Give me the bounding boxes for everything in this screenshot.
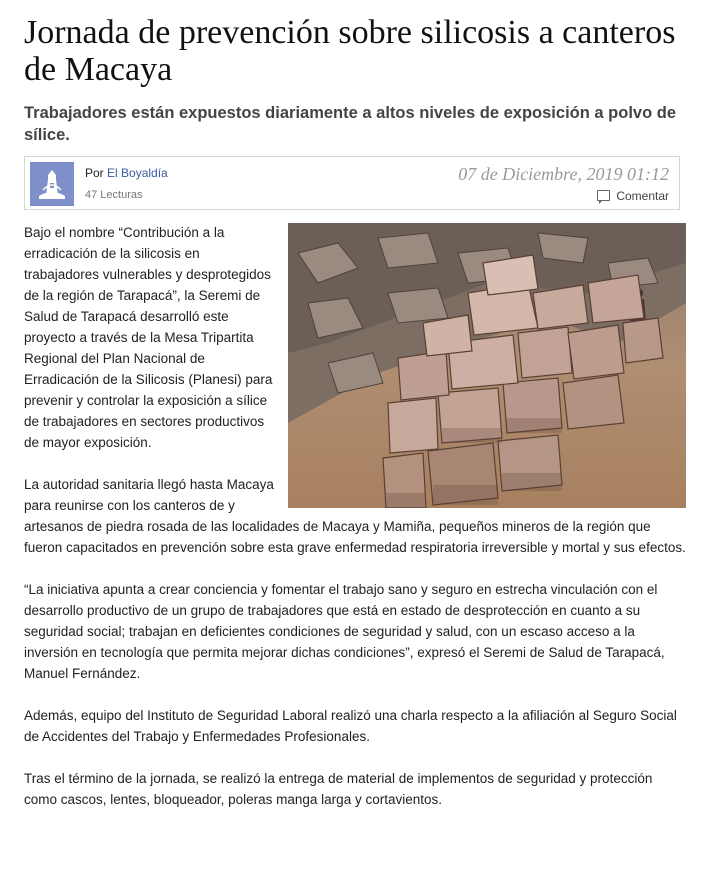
body-paragraph: La autoridad sanitaria llegó hasta Macaya para reunirse con los canteros de y artesanos de piedra rosada de las localidades de Macaya y Mamiña, pequeños mineros de la región que fueron capacitados en prevención sobre esta grave enfermedad respiratoria irreversible y mortal y sus efectos. — [24, 477, 686, 555]
article-title: Jornada de prevención sobre silicosis a canteros de Macaya — [24, 14, 676, 88]
body-paragraph: “La iniciativa apunta a crear conciencia y fomentar el trabajo sano y seguro en estrecha vinculación con el desarrollo productivo de un grupo de trabajadores que está en estado de desprotección en cuanto a su seguridad social; trabajan en deficientes condiciones de seguridad y salud, con un escaso acceso a la inversión en tecnología que permita mejorar dichas condiciones”, expresó el Seremi de Salud de Tarapacá, Manuel Fernández. — [24, 582, 665, 681]
body-paragraph: Bajo el nombre “Contribución a la erradicación de la silicosis en trabajadores vulnerables y desprotegidos de la región de Tarapacá”, la Seremi de Salud de Tarapacá desarrolló este proyecto a través de la Mesa Tripartita Regional del Plan Nacional de Erradicación de la Silicosis (Planesi) para prevenir y controlar la exposición a sílice de trabajadores en sectores productivos de mayor exposición. — [24, 225, 273, 450]
byline-prefix: Por — [85, 166, 108, 180]
article-body — [24, 222, 686, 831]
publish-date: 07 de Diciembre, 2019 01:12 — [458, 164, 669, 184]
comment-button[interactable] — [597, 189, 669, 203]
article-photo — [288, 223, 686, 508]
author-avatar[interactable] — [30, 162, 74, 206]
body-paragraph: Tras el término de la jornada, se realizó la entrega de material de implementos de seguridad y protección como cascos, lentes, bloqueador, poleras manga larga y cortavientos. — [24, 771, 653, 807]
comment-label: Comentar — [616, 189, 669, 203]
lighthouse-logo-icon — [30, 162, 74, 206]
author-link[interactable]: El Boyaldía — [107, 166, 168, 180]
comment-icon — [597, 190, 610, 201]
read-count: 47 Lecturas — [85, 189, 143, 201]
body-paragraph: Además, equipo del Instituto de Seguridad Laboral realizó una charla respecto a la afiliación al Seguro Social de Accidentes del Trabajo y Enfermedades Profesionales. — [24, 708, 677, 744]
stacked-stones-photo-icon — [288, 223, 686, 508]
author-byline — [85, 166, 168, 180]
article-meta-box — [24, 156, 680, 210]
article-subtitle: Trabajadores están expuestos diariamente a altos niveles de exposición a polvo de sílice. — [24, 104, 676, 144]
